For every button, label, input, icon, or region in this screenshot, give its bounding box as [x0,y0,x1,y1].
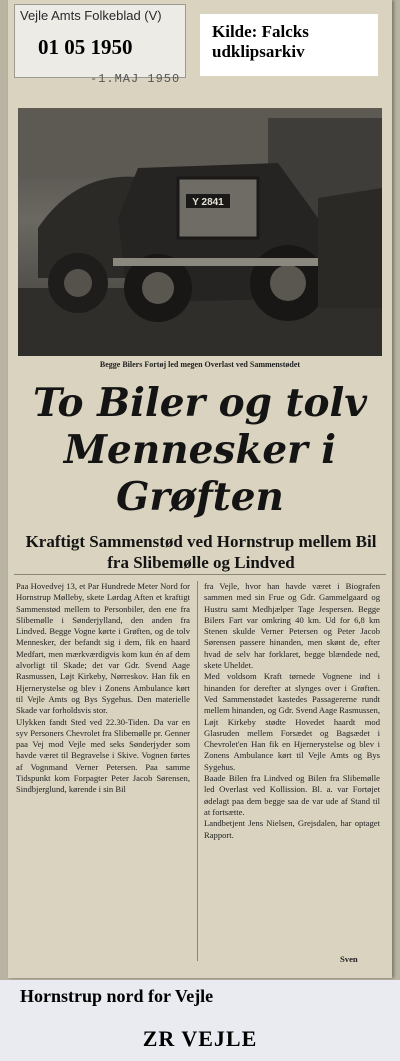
newspaper-name: Vejle Amts Folkeblad (V) [20,8,162,23]
clipping-date: 01 05 1950 [38,35,133,59]
author-signature: Sven [340,954,358,964]
article-column-2: fra Vejle, hvor han havde været i Biografen sammen med sin Frue og Gdr. Gammelgaard og Hustru samt Medhjælper Tage Jespersen. Begge Bilers Fart var omkring 40 km. Ud for 6,8 km Stenen skulde Verner Petersen og Peter Jacob Sørensen passere hinanden, men skønt de, efter hvad de selv har forklaret, begge blændede ned, skete Uheldet. Med voldsom Kraft tørnede Vognene ind i hinanden for derefter at slynges over i Grøften. Ved Sammenstødet kastedes Passagererne rundt mellem hinanden, og Gdr. Svend Aage Rasmussen, Løjt Kirkeby stødte Hovedet haardt mod Glasruden mellem Forsædet og Bagsædet i Chevrolet'en Han fik en Hjernerystelse og blev i Zonens Ambulance kørt til Vejle Amts og Bys Sygehus. Baade Bilen fra Lindved og Bilen fra Slibemølle led Overlast ved Kollission. Bl. a. var Fortøjet ødelagt paa dem begge saa de var ude af Stand til at fortsætte. Landbetjent Jens Nielsen, Grejsdalen, har optaget Rapport. [204,581,380,840]
location-label: Hornstrup nord for Vejle [20,986,214,1006]
subheadline: Kraftigt Sammenstød ved Hornstrup mellem Bil fra Slibemølle og Lindved [25,532,377,572]
article-column-1: Paa Hovedvej 13, et Par Hundrede Meter Nord for Hornstrup Mølleby, skete Lørdag Aften et kraftigt Sammenstød mellem to Personbiler, den ene fra Slibemølle i Sønderjylland, den anden fra Lindved. Begge Vogne kørte i Grøften, og de tolv Mennesker, der befandt sig i dem, fik en haard Medfart, men mærkværdigvis kom kun én af dem alvorligt til Skade; det var Gdr. Svend Aage Rasmussen, Løjt Kirkeby, Nørreskov. Han fik en Hjernerystelse og blev i Zonens Ambulance kørt til Vejle Amts og Bys Sygehus. Den materielle Skade var forholdsvis stor. Ulykken fandt Sted ved 22.30-Tiden. Da var en syv Personers Chevrolet fra Slibemølle pr. Genner paa Vej mod Vejle med seks Sønderjyder som havde været til Begravelse i Skive. Vognen førtes af Vognmand Verner Petersen. Paa samme Tidspunkt kom Forpagter Peter Jacob Sørensen, Sindbjerglund, kørende i sin Bil [16,581,190,795]
photo-caption: Begge Bilers Fortøj led megen Overlast ved Sammenstødet [99,360,301,369]
divider [14,574,386,575]
zone-tag: ZR VEJLE [142,1026,258,1051]
license-plate: Y 2841 [192,197,224,208]
stamped-date: -1.MAJ 1950 [90,72,181,86]
source-label: Kilde: Falcks udklipsarkiv [212,22,309,61]
column-divider [197,581,198,961]
headline: To Biler og tolv Mennesker i Grøften [32,380,368,520]
crash-photo [18,108,382,356]
